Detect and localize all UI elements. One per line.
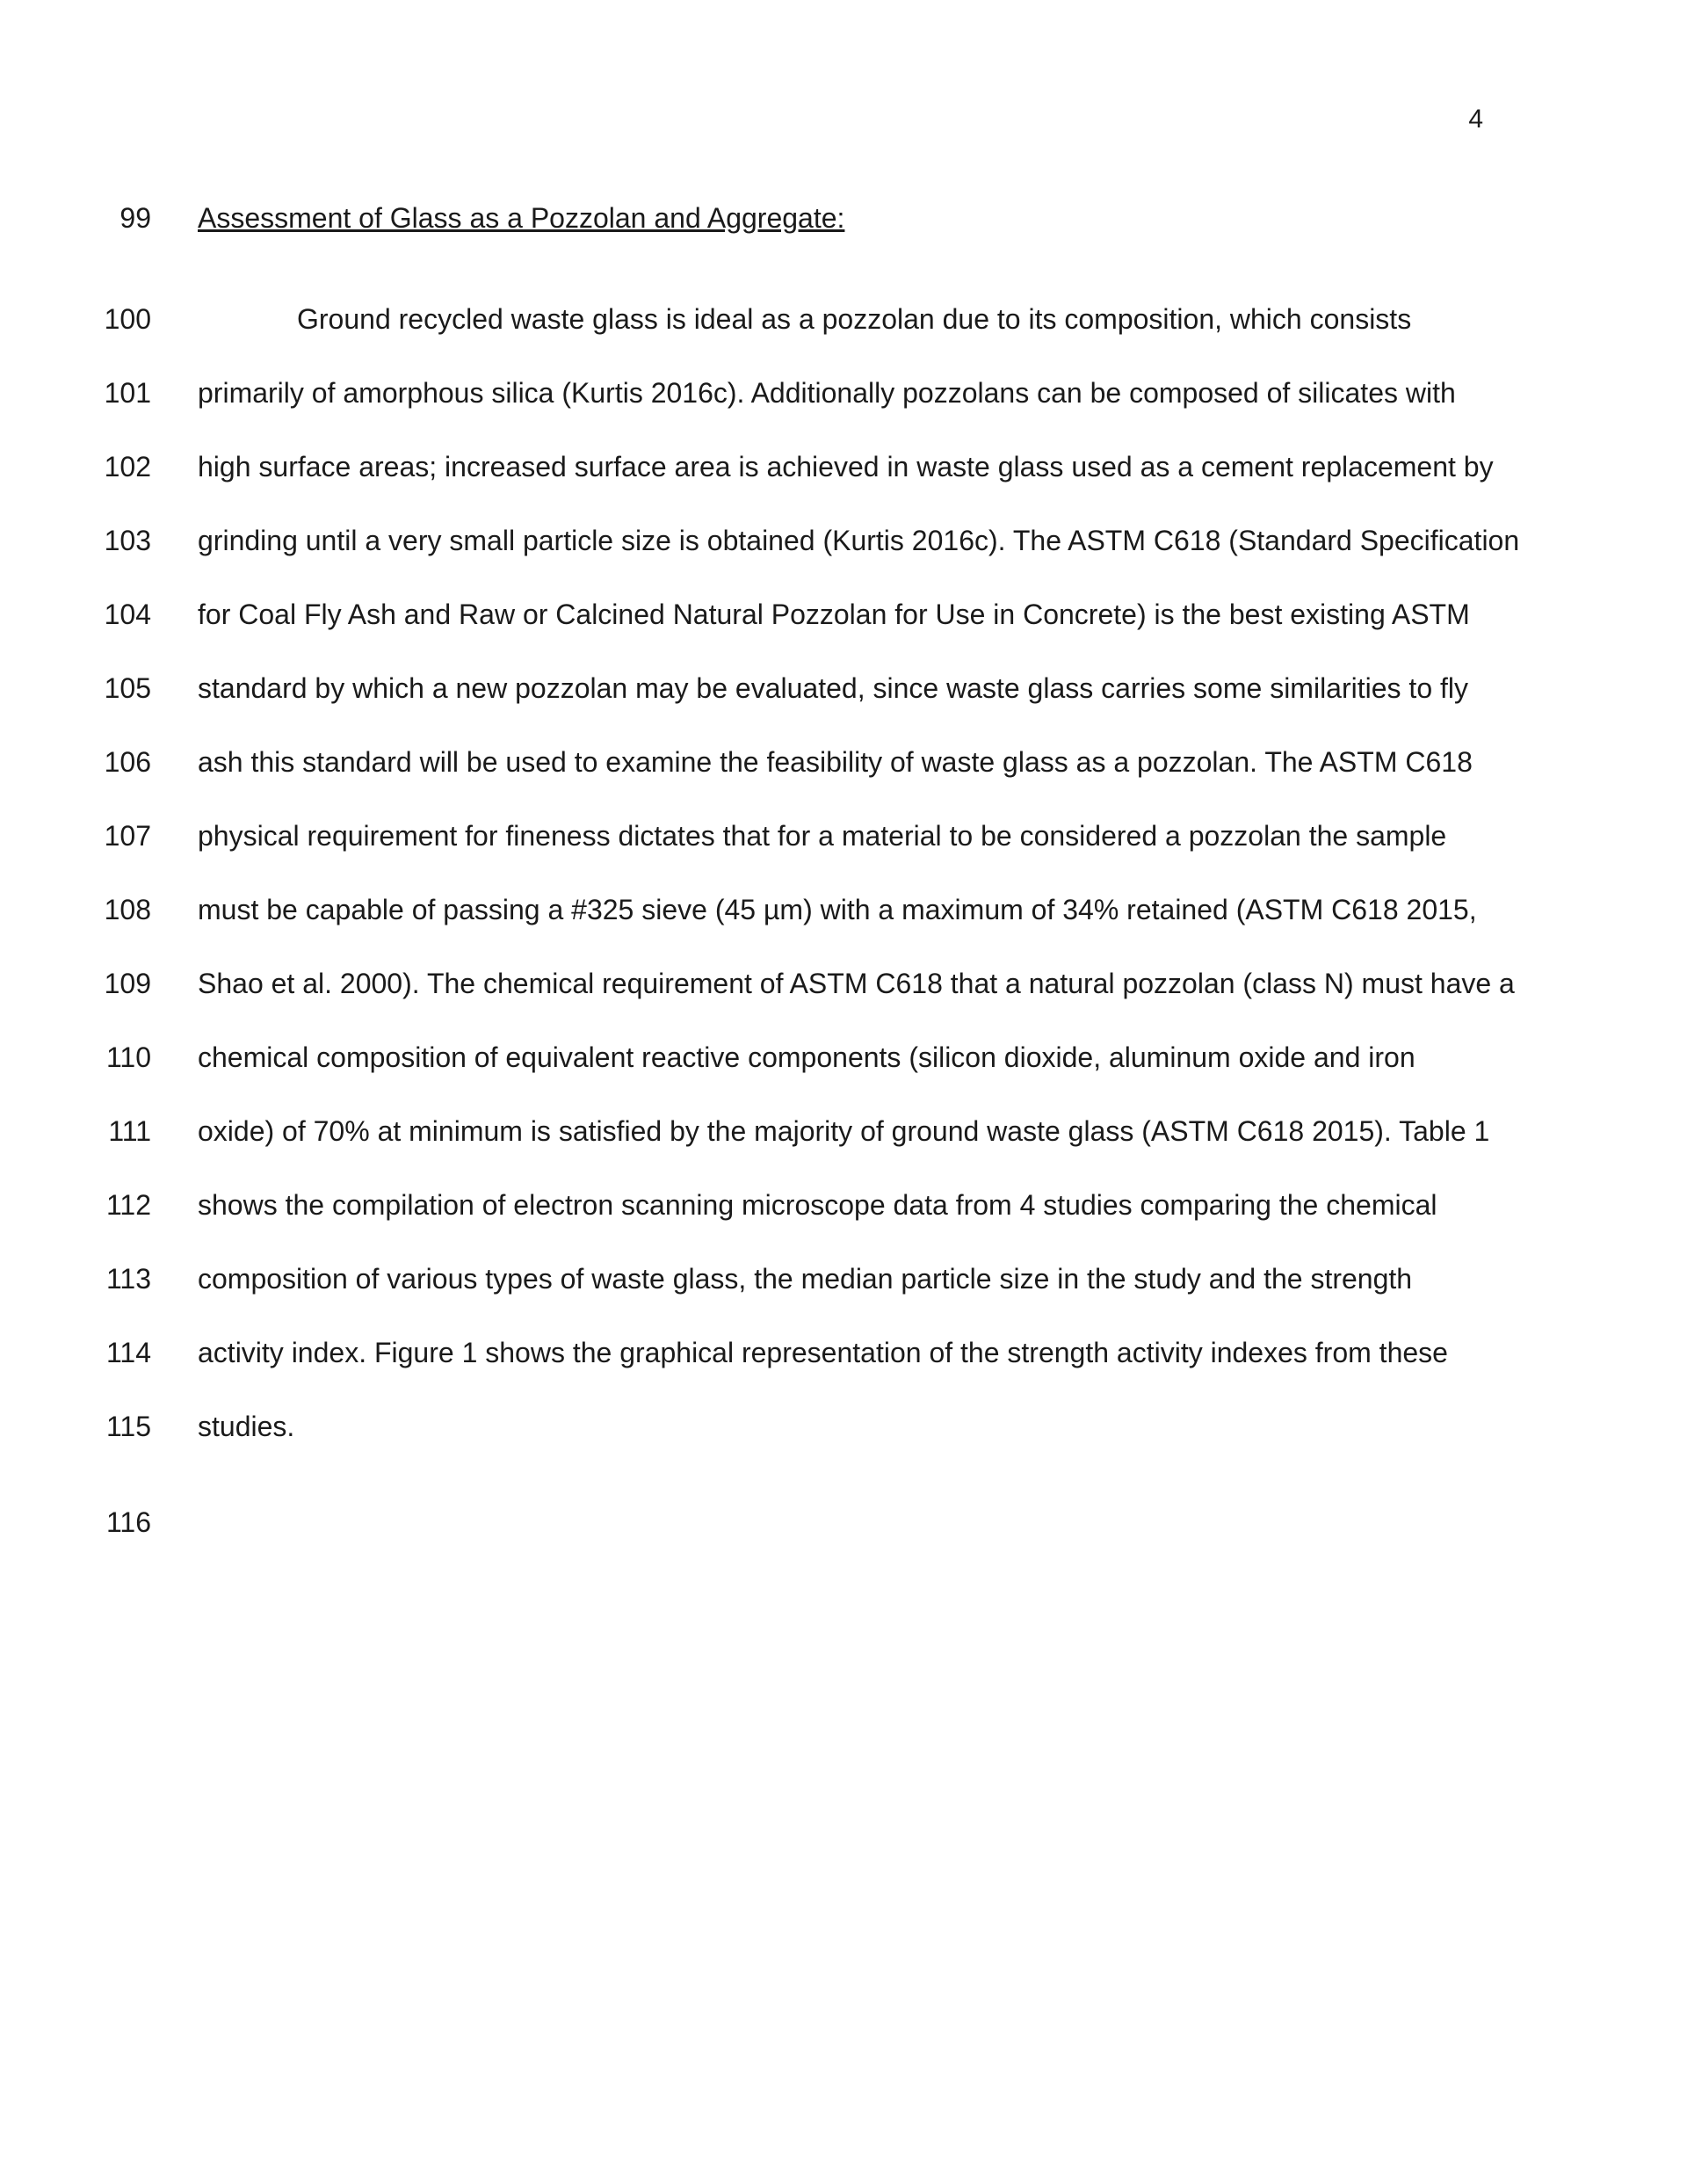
- line-text: activity index. Figure 1 shows the graphical representation of the strength activity indexes from these: [198, 1337, 1448, 1368]
- line-text: must be capable of passing a #325 sieve (45 µm) with a maximum of 34% retained (ASTM C618 2015,: [198, 894, 1477, 925]
- line-number: 99: [119, 202, 151, 234]
- manuscript-line: [0, 1040, 1687, 1075]
- line-text: ash this standard will be used to examine the feasibility of waste glass as a pozzolan. The ASTM C618: [198, 746, 1473, 778]
- line-number: 100: [104, 303, 151, 335]
- line-number: 101: [104, 377, 151, 409]
- line-number: 112: [105, 1189, 151, 1221]
- line-number: 107: [104, 820, 151, 852]
- manuscript-line: [0, 449, 1687, 484]
- line-number: 104: [104, 599, 151, 630]
- line-text: high surface areas; increased surface area is achieved in waste glass used as a cement replacement by: [198, 451, 1494, 483]
- line-number: 115: [105, 1411, 151, 1442]
- manuscript-line: [0, 375, 1687, 410]
- manuscript-line: [0, 818, 1687, 853]
- manuscript-line: [0, 1335, 1687, 1370]
- manuscript-line: [0, 1409, 1687, 1444]
- line-text: shows the compilation of electron scanning microscope data from 4 studies comparing the chemical: [198, 1189, 1437, 1221]
- line-text: studies.: [198, 1411, 295, 1442]
- section-heading: Assessment of Glass as a Pozzolan and Aggregate:: [198, 202, 845, 234]
- line-text: for Coal Fly Ash and Raw or Calcined Natural Pozzolan for Use in Concrete) is the best existing ASTM: [198, 599, 1470, 630]
- line-text: Shao et al. 2000). The chemical requirement of ASTM C618 that a natural pozzolan (class N) must have a: [198, 968, 1515, 999]
- manuscript-line: [0, 966, 1687, 1001]
- line-number: 110: [105, 1041, 151, 1073]
- line-text: oxide) of 70% at minimum is satisfied by the majority of ground waste glass (ASTM C618 2015). Table 1: [198, 1115, 1490, 1147]
- line-number: 109: [104, 968, 151, 999]
- manuscript-line: [0, 597, 1687, 632]
- heading-line: [0, 200, 1687, 236]
- manuscript-line: [0, 1505, 1687, 1540]
- line-text: composition of various types of waste glass, the median particle size in the study and the strength: [198, 1263, 1413, 1295]
- line-number: 108: [104, 894, 151, 925]
- line-text: standard by which a new pozzolan may be evaluated, since waste glass carries some similarities to fly: [198, 672, 1468, 704]
- line-number: 106: [104, 746, 151, 778]
- line-number: 111: [108, 1115, 151, 1147]
- line-number: 113: [105, 1263, 151, 1295]
- manuscript-line: [0, 744, 1687, 780]
- line-number: 103: [104, 525, 151, 556]
- line-text: Ground recycled waste glass is ideal as a pozzolan due to its composition, which consists: [297, 303, 1412, 335]
- line-text: grinding until a very small particle size is obtained (Kurtis 2016c). The ASTM C618 (Standard Specification: [198, 525, 1520, 556]
- manuscript-line: [0, 1261, 1687, 1296]
- line-number: 105: [104, 672, 151, 704]
- manuscript-line: [0, 1187, 1687, 1223]
- line-number: 102: [104, 451, 151, 483]
- manuscript-line: [0, 1114, 1687, 1149]
- manuscript-line: [0, 523, 1687, 558]
- line-number: 116: [105, 1506, 151, 1538]
- manuscript-line: [0, 301, 1687, 337]
- manuscript-line: [0, 892, 1687, 927]
- line-text: primarily of amorphous silica (Kurtis 2016c). Additionally pozzolans can be composed of silicates with: [198, 377, 1456, 409]
- line-text: physical requirement for fineness dictates that for a material to be considered a pozzolan the sample: [198, 820, 1447, 852]
- page-number: 4: [1468, 105, 1483, 134]
- line-number: 114: [105, 1337, 151, 1368]
- line-text: chemical composition of equivalent reactive components (silicon dioxide, aluminum oxide and iron: [198, 1041, 1415, 1073]
- manuscript-line: [0, 671, 1687, 706]
